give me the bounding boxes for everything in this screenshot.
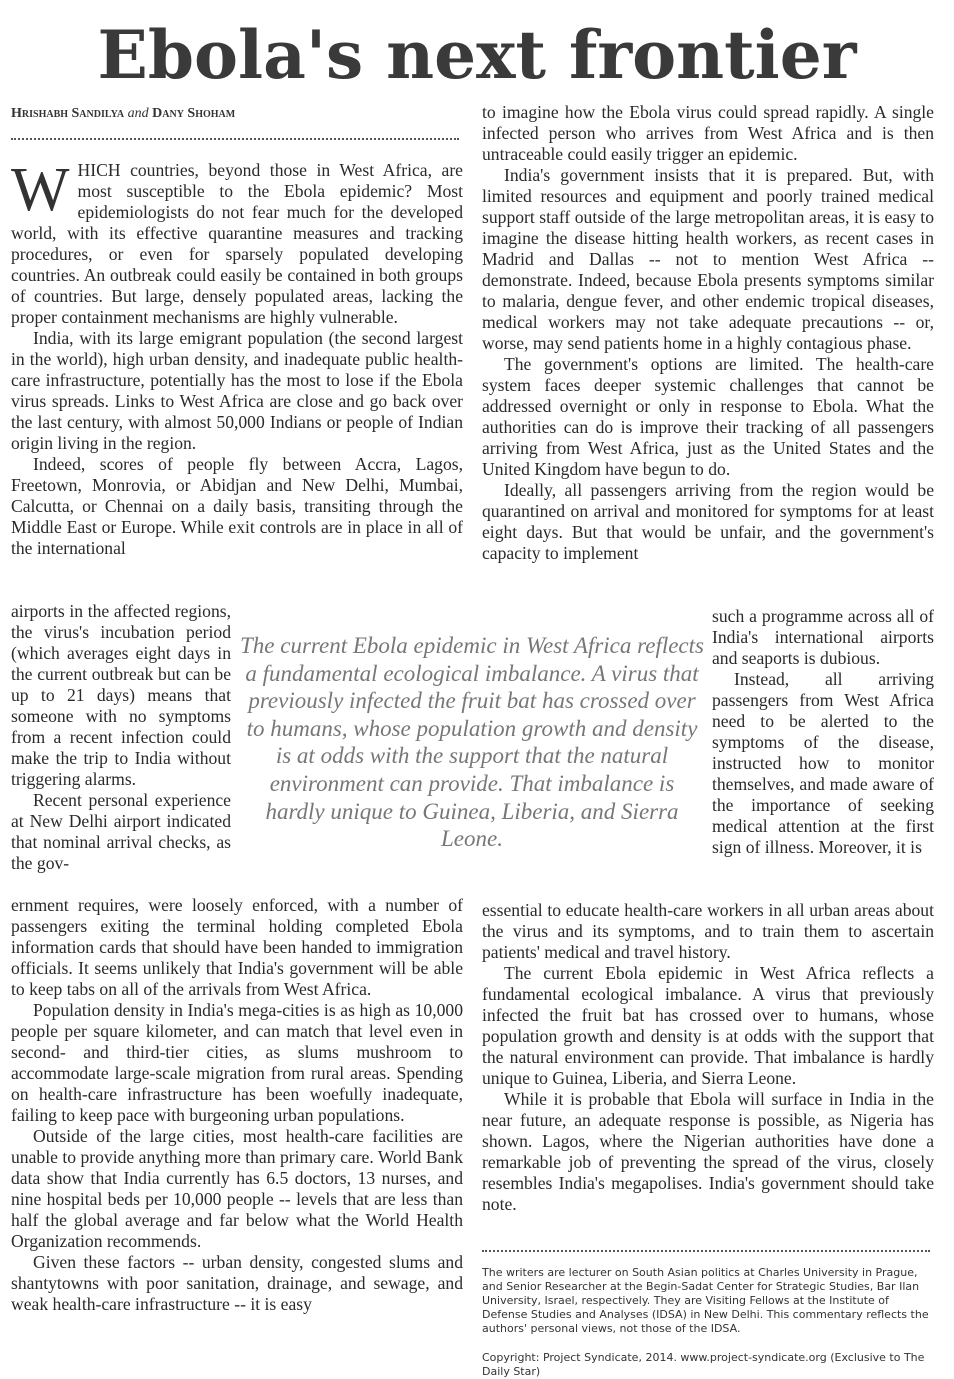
pull-quote: The current Ebola epidemic in West Africa reflects a fundamental ecological imbalance. A virus that previously infected the fruit bat has crossed over to humans, whose population growth and density is at odds with the support that the natural environment can provide. That imbalance is hardly unique to Guinea, Liberia, and Sierra Leone.	[240, 633, 704, 852]
copyright-line: Copyright: Project Syndicate, 2014. www.project-syndicate.org (Exclusive to The Daily Star)	[482, 1351, 925, 1378]
right-column-top	[482, 102, 934, 564]
drop-cap: W	[11, 156, 70, 224]
author-1: Hrishabh Sandilya	[11, 106, 125, 121]
paragraph-7-cont: to imagine how the Ebola virus could spread rapidly. A single infected person who arrives from West Africa and is then untraceable could easily trigger an epidemic.	[482, 102, 934, 164]
headline: Ebola's next frontier	[97, 16, 857, 94]
paragraph-2: India, with its large emigrant population (the second largest in the world), high urban density, and inadequate public health-care infrastructure, potentially has the most to lose if the Ebola virus spreads. Links to West Africa are close and go back over the last century, with almost 50,000 Indians or people of Indian origin living in the region.	[11, 328, 463, 453]
paragraph-8: India's government insists that it is prepared. But, with limited resources and equipment and poorly trained medical support staff outside of the large metropolitan areas, it is easy to imagine the disease hitting health workers, as recent cases in Madrid and Dallas -- not to mention West Africa -- demonstrate. Indeed, because Ebola presents symptoms similar to malaria, dengue fever, and other endemic tropical diseases, medical workers may not take adequate precautions -- or, worse, may send patients home in a highly contagious phase.	[482, 165, 934, 353]
author-2: Dany Shoham	[152, 106, 236, 121]
paragraph-11: Instead, all arriving passengers from West Africa need to be alerted to the symptoms of the disease, instructed how to monitor themselves, and made aware of the importance of seeking medical attention at the first sign of illness. Moreover, it is	[712, 669, 934, 857]
left-column-top	[11, 156, 463, 559]
author-note: The writers are lecturer on South Asian politics at Charles University in Prague, and Senior Researcher at the Begin-Sadat Center for Strategic Studies, Bar Ilan University, Israel, respectively. They are Visiting Fellows at the Institute of Defense Studies and Analyses (IDSA) in New Delhi. This commentary reflects the authors' personal views, not those of the IDSA.	[482, 1266, 929, 1335]
paragraph-3: Indeed, scores of people fly between Accra, Lagos, Freetown, Monrovia, or Abidjan and New Delhi, Mumbai, Calcutta, or Chennai on a daily basis, transiting through the Middle East or Europe. While exit controls are in place in all of the international	[11, 454, 463, 558]
paragraph-13: While it is probable that Ebola will surface in India in the near future, an adequate response is possible, as Nigeria has shown. Lagos, where the Nigerian authorities have done a remarkable job of preventing the spread of the virus, closely resembles India's megapolises. India's government should take note.	[482, 1089, 934, 1214]
paragraph-4: Recent personal experience at New Delhi airport indicated that nominal arrival checks, as the gov-	[11, 790, 231, 873]
paragraph-5: Population density in India's mega-cities is as high as 10,000 people per square kilometer, and can match that level even in second- and third-tier cities, as slums mushroom to accommodate large-scale migration from rural areas. Spending on health-care infrastructure has been woefully inadequate, failing to keep pace with burgeoning urban populations.	[11, 1000, 463, 1125]
paragraph-10-cont: such a programme across all of India's international airports and seaports is dubious.	[712, 606, 934, 668]
paragraph-6: Outside of the large cities, most health-care facilities are unable to provide anything more than primary care. World Bank data show that India currently has 6.5 doctors, 13 nurses, and nine hospital beds per 10,000 people -- levels that are less than half the global average and far below what the World Health Organization recommends.	[11, 1126, 463, 1251]
byline-conjunction: and	[127, 106, 149, 121]
right-column-narrow	[712, 606, 934, 858]
paragraph-9: The government's options are limited. The health-care system faces deeper systemic challenges that cannot be addressed overnight or only in response to Ebola. What the authorities can do is improve their tracking of all passengers arriving from West Africa, just as the United States and the United Kingdom have begun to do.	[482, 354, 934, 479]
left-column-bottom	[11, 895, 463, 1315]
paragraph-7: Given these factors -- urban density, congested slums and shantytowns with poor sanitation, drainage, and sewage, and weak health-care infrastructure -- it is easy	[11, 1252, 463, 1314]
paragraph-3-cont: airports in the affected regions, the virus's incubation period (which averages eight days in the current outbreak but can be up to 21 days) means that someone with no symptoms from a recent infection could make the trip to India without triggering alarms.	[11, 601, 231, 789]
paragraph-11-cont: essential to educate health-care workers in all urban areas about the virus and its symptoms, and to train them to ascertain patients' medical and travel history.	[482, 900, 934, 962]
paragraph-1: WHICH countries, beyond those in West Africa, are most susceptible to the Ebola epidemic? Most epidemiologists do not fear much for the developed world, with its effective quarantine measures and tracking procedures, or even for sparsely populated developing countries. An outbreak could easily be contained in both groups of countries. But large, densely populated areas, lacking the proper containment mechanisms are highly vulnerable.	[11, 156, 463, 327]
byline-divider	[11, 138, 459, 140]
paragraph-4-cont: ernment requires, were loosely enforced, with a number of passengers exiting the terminal holding completed Ebola information cards that should have been handed to immigration officials. It seems unlikely that India's government will be able to keep tabs on all of the arrivals from West Africa.	[11, 895, 463, 999]
paragraph-12: The current Ebola epidemic in West Africa reflects a fundamental ecological imbalance. A virus that previously infected the fruit bat has crossed over to humans, whose population growth and density is at odds with the support that the natural environment can provide. That imbalance is hardly unique to Guinea, Liberia, and Sierra Leone.	[482, 963, 934, 1088]
byline	[11, 104, 463, 124]
footer-divider	[482, 1250, 930, 1252]
right-column-bottom	[482, 900, 934, 1215]
left-column-narrow	[11, 601, 231, 874]
paragraph-10: Ideally, all passengers arriving from the region would be quarantined on arrival and monitored for symptoms for at least eight days. But that would be unfair, and the government's capacity to implement	[482, 480, 934, 563]
